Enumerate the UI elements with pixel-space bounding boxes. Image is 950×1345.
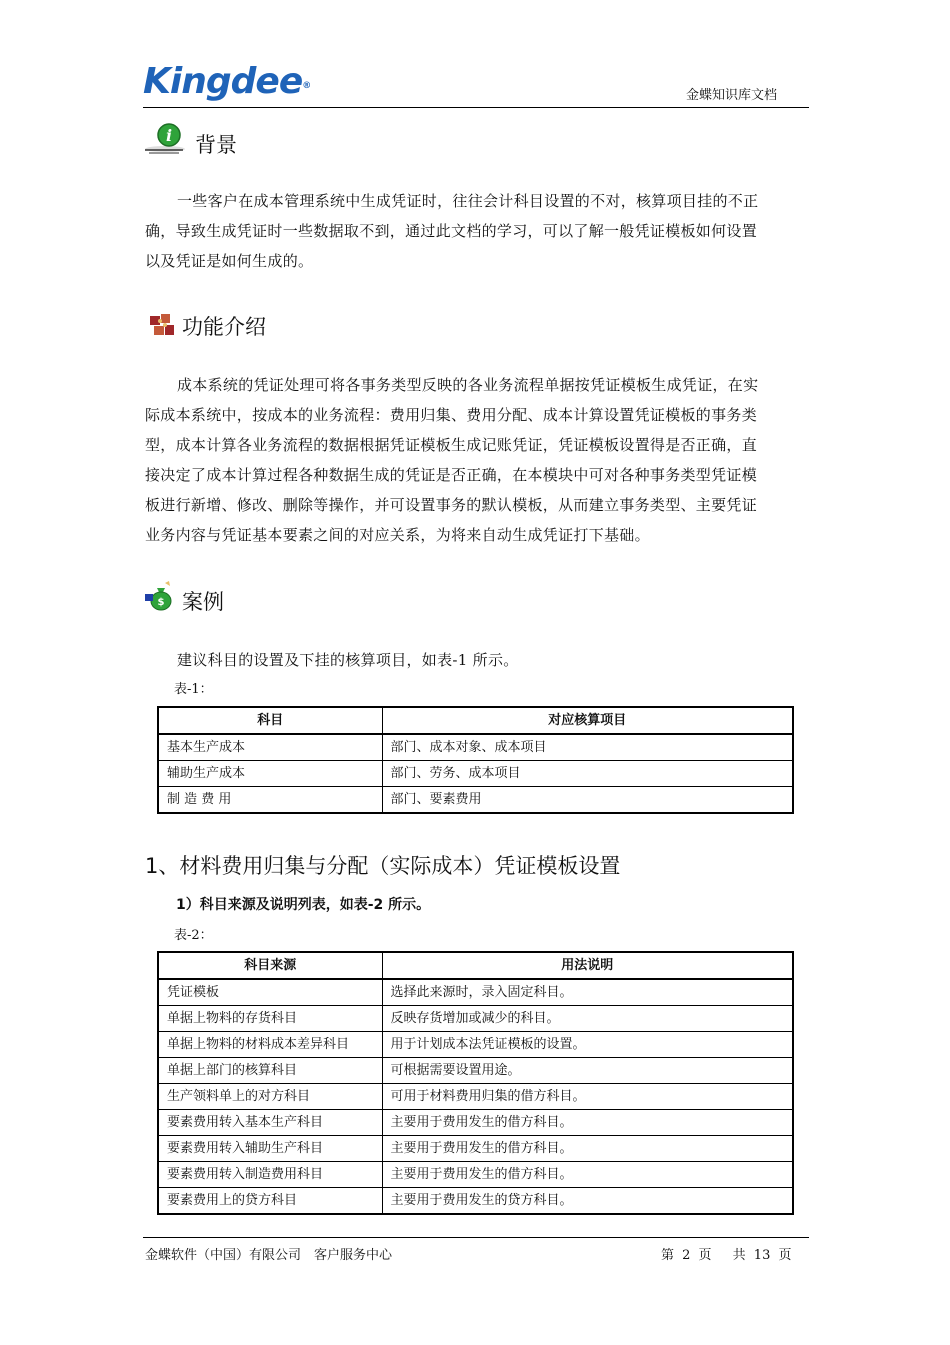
table-row	[158, 1162, 793, 1188]
table-row	[158, 761, 793, 787]
table-cell: 部门、成本对象、成本项目	[382, 734, 793, 761]
table-cell: 要素费用上的贷方科目	[158, 1188, 382, 1215]
table1-caption: 表-1：	[174, 682, 213, 697]
column-header: 科目来源	[158, 952, 382, 979]
table-cell: 凭证模板	[158, 979, 382, 1006]
case-heading: 案例	[182, 590, 224, 614]
case-paragraph	[145, 645, 811, 675]
table2	[157, 951, 794, 1215]
table-row	[158, 1188, 793, 1215]
table-row	[158, 1006, 793, 1032]
table-cell: 要素费用转入制造费用科目	[158, 1162, 382, 1188]
svg-text:i: i	[165, 126, 173, 145]
intro-paragraph	[145, 370, 811, 550]
doc-label: 金蝶知识库文档	[686, 88, 778, 103]
table-cell: 主要用于费用发生的借方科目。	[382, 1110, 793, 1136]
table-cell: 部门、劳务、成本项目	[382, 761, 793, 787]
column-header: 科目	[158, 707, 382, 734]
table-cell: 基本生产成本	[158, 734, 382, 761]
puzzle-icon	[148, 312, 176, 338]
table-cell: 辅助生产成本	[158, 761, 382, 787]
table-cell: 可根据需要设置用途。	[382, 1058, 793, 1084]
table-row	[158, 1032, 793, 1058]
table-cell: 主要用于费用发生的贷方科目。	[382, 1188, 793, 1215]
paragraph-line: 一些客户在成本管理系统中生成凭证时，往往会计科目设置的不对，核算项目挂的不正	[177, 192, 759, 210]
column-header: 用法说明	[382, 952, 793, 979]
brand-name: Kingdee	[143, 61, 303, 102]
table-cell: 主要用于费用发生的借方科目。	[382, 1136, 793, 1162]
registered-mark: ®	[302, 81, 311, 91]
table2-caption: 表-2：	[174, 928, 213, 943]
table-cell: 单据上部门的核算科目	[158, 1058, 382, 1084]
table-row	[158, 1110, 793, 1136]
table-row	[158, 1136, 793, 1162]
paragraph-line: 确，导致生成凭证时一些数据取不到，通过此文档的学习，可以了解一般凭证模板如何设置	[145, 222, 758, 240]
table-cell: 单据上物料的存货科目	[158, 1006, 382, 1032]
table-row	[158, 979, 793, 1006]
table-cell: 主要用于费用发生的借方科目。	[382, 1162, 793, 1188]
table-cell: 要素费用转入基本生产科目	[158, 1110, 382, 1136]
table-cell: 制 造 费 用	[158, 787, 382, 814]
table-row	[158, 734, 793, 761]
subsection-heading: 1）科目来源及说明列表，如表-2 所示。	[176, 897, 431, 913]
table-header-row	[158, 707, 793, 734]
table-header-row	[158, 952, 793, 979]
paragraph-line: 业务内容与凭证基本要素之间的对应关系，为将来自动生成凭证打下基础。	[145, 526, 650, 544]
footer-divider	[143, 1237, 809, 1238]
header-divider	[143, 107, 809, 108]
paragraph-line: 型，成本计算各业务流程的数据根据凭证模板生成记账凭证，凭证模板设置得是否正确，直	[145, 436, 758, 454]
paragraph-line: 接决定了成本计算过程各种数据生成的凭证是否正确，在本模块中可对各种事务类型凭证模	[145, 466, 758, 484]
intro-heading: 功能介绍	[182, 315, 266, 339]
svg-text:$: $	[157, 597, 165, 608]
kingdee-logo	[143, 62, 310, 102]
paragraph-line: 成本系统的凭证处理可将各事务类型反映的各业务流程单据按凭证模板生成凭证，在实	[177, 376, 759, 394]
table1	[157, 706, 794, 814]
footer-page-info: 第 2 页 共 13 页	[661, 1248, 792, 1263]
section-heading-1: 1、材料费用归集与分配（实际成本）凭证模板设置	[145, 854, 621, 878]
money-bag-icon	[143, 580, 177, 612]
paragraph-line: 以及凭证是如何生成的。	[145, 252, 314, 270]
footer-company: 金蝶软件（中国）有限公司 客户服务中心	[145, 1248, 393, 1263]
table-cell: 反映存货增加或减少的科目。	[382, 1006, 793, 1032]
column-header: 对应核算项目	[382, 707, 793, 734]
table-row	[158, 1058, 793, 1084]
table-cell: 用于计划成本法凭证模板的设置。	[382, 1032, 793, 1058]
table-cell: 选择此来源时，录入固定科目。	[382, 979, 793, 1006]
table-cell: 可用于材料费用归集的借方科目。	[382, 1084, 793, 1110]
table-row	[158, 1084, 793, 1110]
table-cell: 生产领料单上的对方科目	[158, 1084, 382, 1110]
paragraph-line: 板进行新增、修改、删除等操作，并可设置事务的默认模板，从而建立事务类型、主要凭证	[145, 496, 758, 514]
paragraph-line: 际成本系统中，按成本的业务流程：费用归集、费用分配、成本计算设置凭证模板的事务类	[145, 406, 758, 424]
paragraph-line: 建议科目的设置及下挂的核算项目，如表-1 所示。	[177, 651, 519, 669]
table-row	[158, 787, 793, 814]
background-heading: 背景	[195, 133, 237, 157]
info-icon	[143, 121, 187, 157]
background-paragraph	[145, 186, 811, 276]
table-cell: 部门、要素费用	[382, 787, 793, 814]
table-cell: 要素费用转入辅助生产科目	[158, 1136, 382, 1162]
table-cell: 单据上物料的材料成本差异科目	[158, 1032, 382, 1058]
